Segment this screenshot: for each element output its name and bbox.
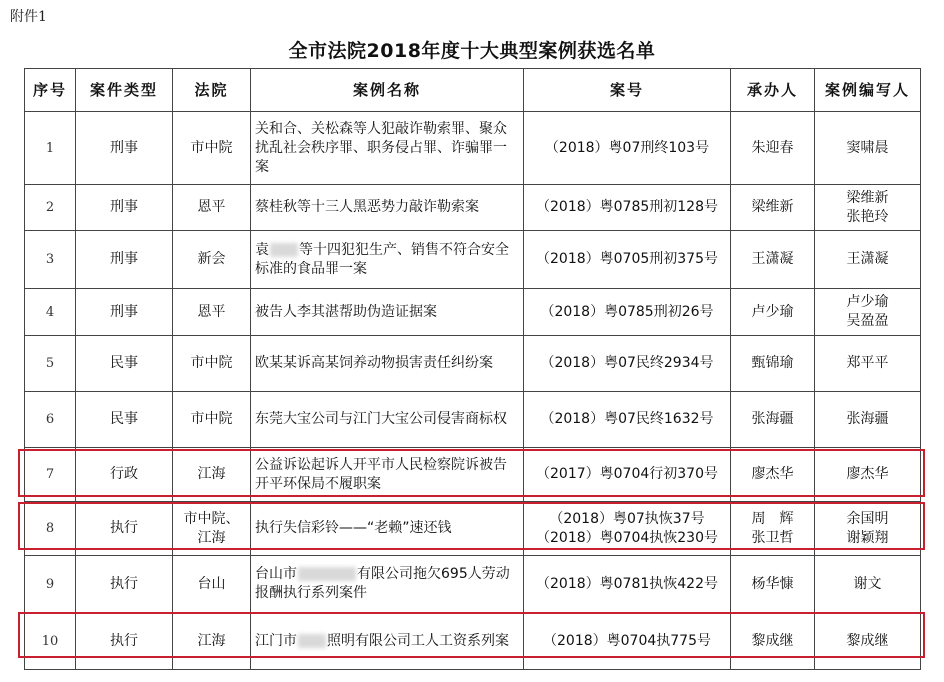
row-case-type: 民事 (76, 392, 173, 448)
row-judge (731, 231, 815, 289)
case-number-line: （2018）粤07执恢37号 (549, 510, 705, 527)
header-writer: 案例编写人 (815, 69, 921, 112)
row-case-name (251, 336, 524, 392)
case-number-line: （2018）粤0781执恢422号 (536, 575, 718, 592)
writer-name: 王潇凝 (846, 251, 889, 267)
row-court: 市中院 (173, 112, 251, 185)
case-number-line: （2017）粤0704行初370号 (536, 466, 718, 482)
row-seq: 6 (25, 392, 76, 448)
table-row (25, 556, 921, 613)
writer-name: 黎成继 (846, 632, 889, 649)
row-case-number (524, 392, 731, 448)
table-row (25, 502, 921, 556)
case-name-text: 有限公司拖欠695人劳动报酬执行系列案件 (255, 566, 510, 601)
row-writer (815, 231, 921, 289)
row-writer (815, 289, 921, 336)
row-case-number (524, 502, 731, 556)
row-judge (731, 289, 815, 336)
row-court: 恩平 (173, 185, 251, 231)
redaction-blur (298, 567, 356, 581)
judge-name: 王潇凝 (751, 251, 794, 267)
writer-name: 余国明 (846, 510, 889, 527)
row-writer (815, 613, 921, 670)
row-writer (815, 392, 921, 448)
row-court: 恩平 (173, 289, 251, 336)
row-case-type: 刑事 (76, 231, 173, 289)
table-row (25, 613, 921, 670)
judge-name: 朱迎春 (751, 139, 794, 156)
row-case-number (524, 289, 731, 336)
row-writer (815, 185, 921, 231)
judge-name: 廖杰华 (751, 466, 794, 482)
writer-name: 梁维新 (846, 189, 889, 206)
judge-name: 甄锦瑜 (751, 355, 794, 371)
header-case-type: 案件类型 (76, 69, 173, 112)
writer-name: 郑平平 (846, 355, 889, 371)
writer-name: 窦啸晨 (846, 139, 889, 156)
row-case-name (251, 392, 524, 448)
row-case-number (524, 185, 731, 231)
judge-name: 周 辉 (751, 510, 794, 527)
row-case-type: 行政 (76, 448, 173, 502)
writer-name: 张海疆 (846, 411, 889, 427)
row-seq: 2 (25, 185, 76, 231)
row-court: 市中院 (173, 392, 251, 448)
row-case-number (524, 448, 731, 502)
row-seq: 5 (25, 336, 76, 392)
writer-name: 谢颖翔 (846, 529, 889, 546)
row-judge (731, 613, 815, 670)
row-case-name (251, 613, 524, 670)
header-case-name: 案例名称 (251, 69, 524, 112)
row-case-name (251, 231, 524, 289)
row-seq: 10 (25, 613, 76, 670)
row-court: 江海 (173, 448, 251, 502)
case-name-text: 东莞大宝公司与江门大宝公司侵害商标权 (255, 411, 507, 427)
row-court: 台山 (173, 556, 251, 613)
table-row (25, 185, 921, 231)
case-name-text: 江门市 (255, 632, 297, 649)
row-case-number (524, 231, 731, 289)
redaction-blur (270, 243, 298, 257)
row-writer (815, 112, 921, 185)
case-name-text: 被告人李其湛帮助伪造证据案 (255, 303, 437, 320)
row-court: 新会 (173, 231, 251, 289)
row-seq: 3 (25, 231, 76, 289)
row-case-name (251, 502, 524, 556)
header-judge: 承办人 (731, 69, 815, 112)
row-case-number (524, 336, 731, 392)
row-seq: 7 (25, 448, 76, 502)
attachment-label: 附件1 (10, 9, 47, 25)
case-name-text: 关和合、关松森等人犯敲诈勒索罪、聚众扰乱社会秩序罪、职务侵占罪、诈骗罪一案 (255, 120, 507, 175)
redaction-blur (298, 634, 326, 648)
case-number-line: （2018）粤07刑终103号 (544, 139, 710, 156)
case-name-text: 等十四犯犯生产、销售不符合安全标准的食品罪一案 (255, 241, 509, 277)
header-row (25, 69, 921, 112)
judge-name: 张卫哲 (751, 529, 794, 546)
header-case-number: 案号 (524, 69, 731, 112)
row-case-name (251, 185, 524, 231)
case-name-text: 台山市 (255, 566, 297, 582)
judge-name: 杨华慷 (751, 575, 794, 592)
row-judge (731, 448, 815, 502)
table-row (25, 392, 921, 448)
table-row (25, 112, 921, 185)
table-row (25, 448, 921, 502)
cases-table (24, 68, 921, 670)
row-case-number (524, 112, 731, 185)
row-writer (815, 448, 921, 502)
row-writer (815, 502, 921, 556)
table-row (25, 231, 921, 289)
writer-name: 卢少瑜 (846, 294, 889, 310)
case-name-text: 公益诉讼起诉人开平市人民检察院诉被告开平环保局不履职案 (255, 456, 507, 492)
row-case-number (524, 613, 731, 670)
row-case-name (251, 112, 524, 185)
case-number-line: （2018）粤07民终1632号 (540, 411, 714, 427)
row-case-number (524, 556, 731, 613)
row-case-name (251, 289, 524, 336)
row-seq: 9 (25, 556, 76, 613)
row-judge (731, 556, 815, 613)
judge-name: 梁维新 (751, 199, 794, 215)
row-court: 江海 (173, 613, 251, 670)
case-number-line: （2018）粤0785刑初128号 (536, 199, 718, 215)
row-case-type: 执行 (76, 502, 173, 556)
header-court: 法院 (173, 69, 251, 112)
writer-name: 张艳玲 (846, 208, 889, 225)
row-case-type: 执行 (76, 556, 173, 613)
case-number-line: （2018）粤0705刑初375号 (536, 251, 718, 267)
row-case-type: 刑事 (76, 112, 173, 185)
case-number-line: （2018）粤0785刑初26号 (540, 303, 714, 320)
writer-name: 谢文 (853, 575, 882, 592)
header-seq: 序号 (25, 69, 76, 112)
judge-name: 张海疆 (751, 411, 794, 427)
case-name-text: 执行失信彩铃——“老赖”速还钱 (255, 520, 452, 536)
case-name-text: 袁 (255, 241, 269, 258)
writer-name: 廖杰华 (846, 466, 889, 482)
row-case-type: 刑事 (76, 289, 173, 336)
judge-name: 卢少瑜 (751, 303, 794, 320)
row-writer (815, 556, 921, 613)
case-name-text: 欧某某诉高某饲养动物损害责任纠纷案 (255, 355, 493, 371)
row-judge (731, 185, 815, 231)
row-court: 市中院、江海 (173, 502, 251, 556)
row-case-name (251, 556, 524, 613)
row-judge (731, 502, 815, 556)
case-number-line: （2018）粤07民终2934号 (540, 355, 714, 371)
table-row (25, 336, 921, 392)
row-seq: 1 (25, 112, 76, 185)
row-case-type: 民事 (76, 336, 173, 392)
row-court: 市中院 (173, 336, 251, 392)
document-title: 全市法院2018年度十大典型案例获选名单 (288, 40, 656, 62)
row-judge (731, 112, 815, 185)
row-seq: 8 (25, 502, 76, 556)
case-number-line: （2018）粤0704执恢230号 (536, 529, 718, 546)
writer-name: 吴盈盈 (846, 313, 889, 329)
row-case-name (251, 448, 524, 502)
row-judge (731, 336, 815, 392)
case-name-text: 蔡桂秋等十三人黑恶势力敲诈勒索案 (255, 199, 479, 215)
case-number-line: （2018）粤0704执775号 (543, 632, 711, 649)
row-judge (731, 392, 815, 448)
judge-name: 黎成继 (751, 632, 794, 649)
row-writer (815, 336, 921, 392)
case-name-text: 照明有限公司工人工资系列案 (327, 632, 509, 649)
table-row (25, 289, 921, 336)
row-seq: 4 (25, 289, 76, 336)
row-case-type: 刑事 (76, 185, 173, 231)
row-case-type: 执行 (76, 613, 173, 670)
